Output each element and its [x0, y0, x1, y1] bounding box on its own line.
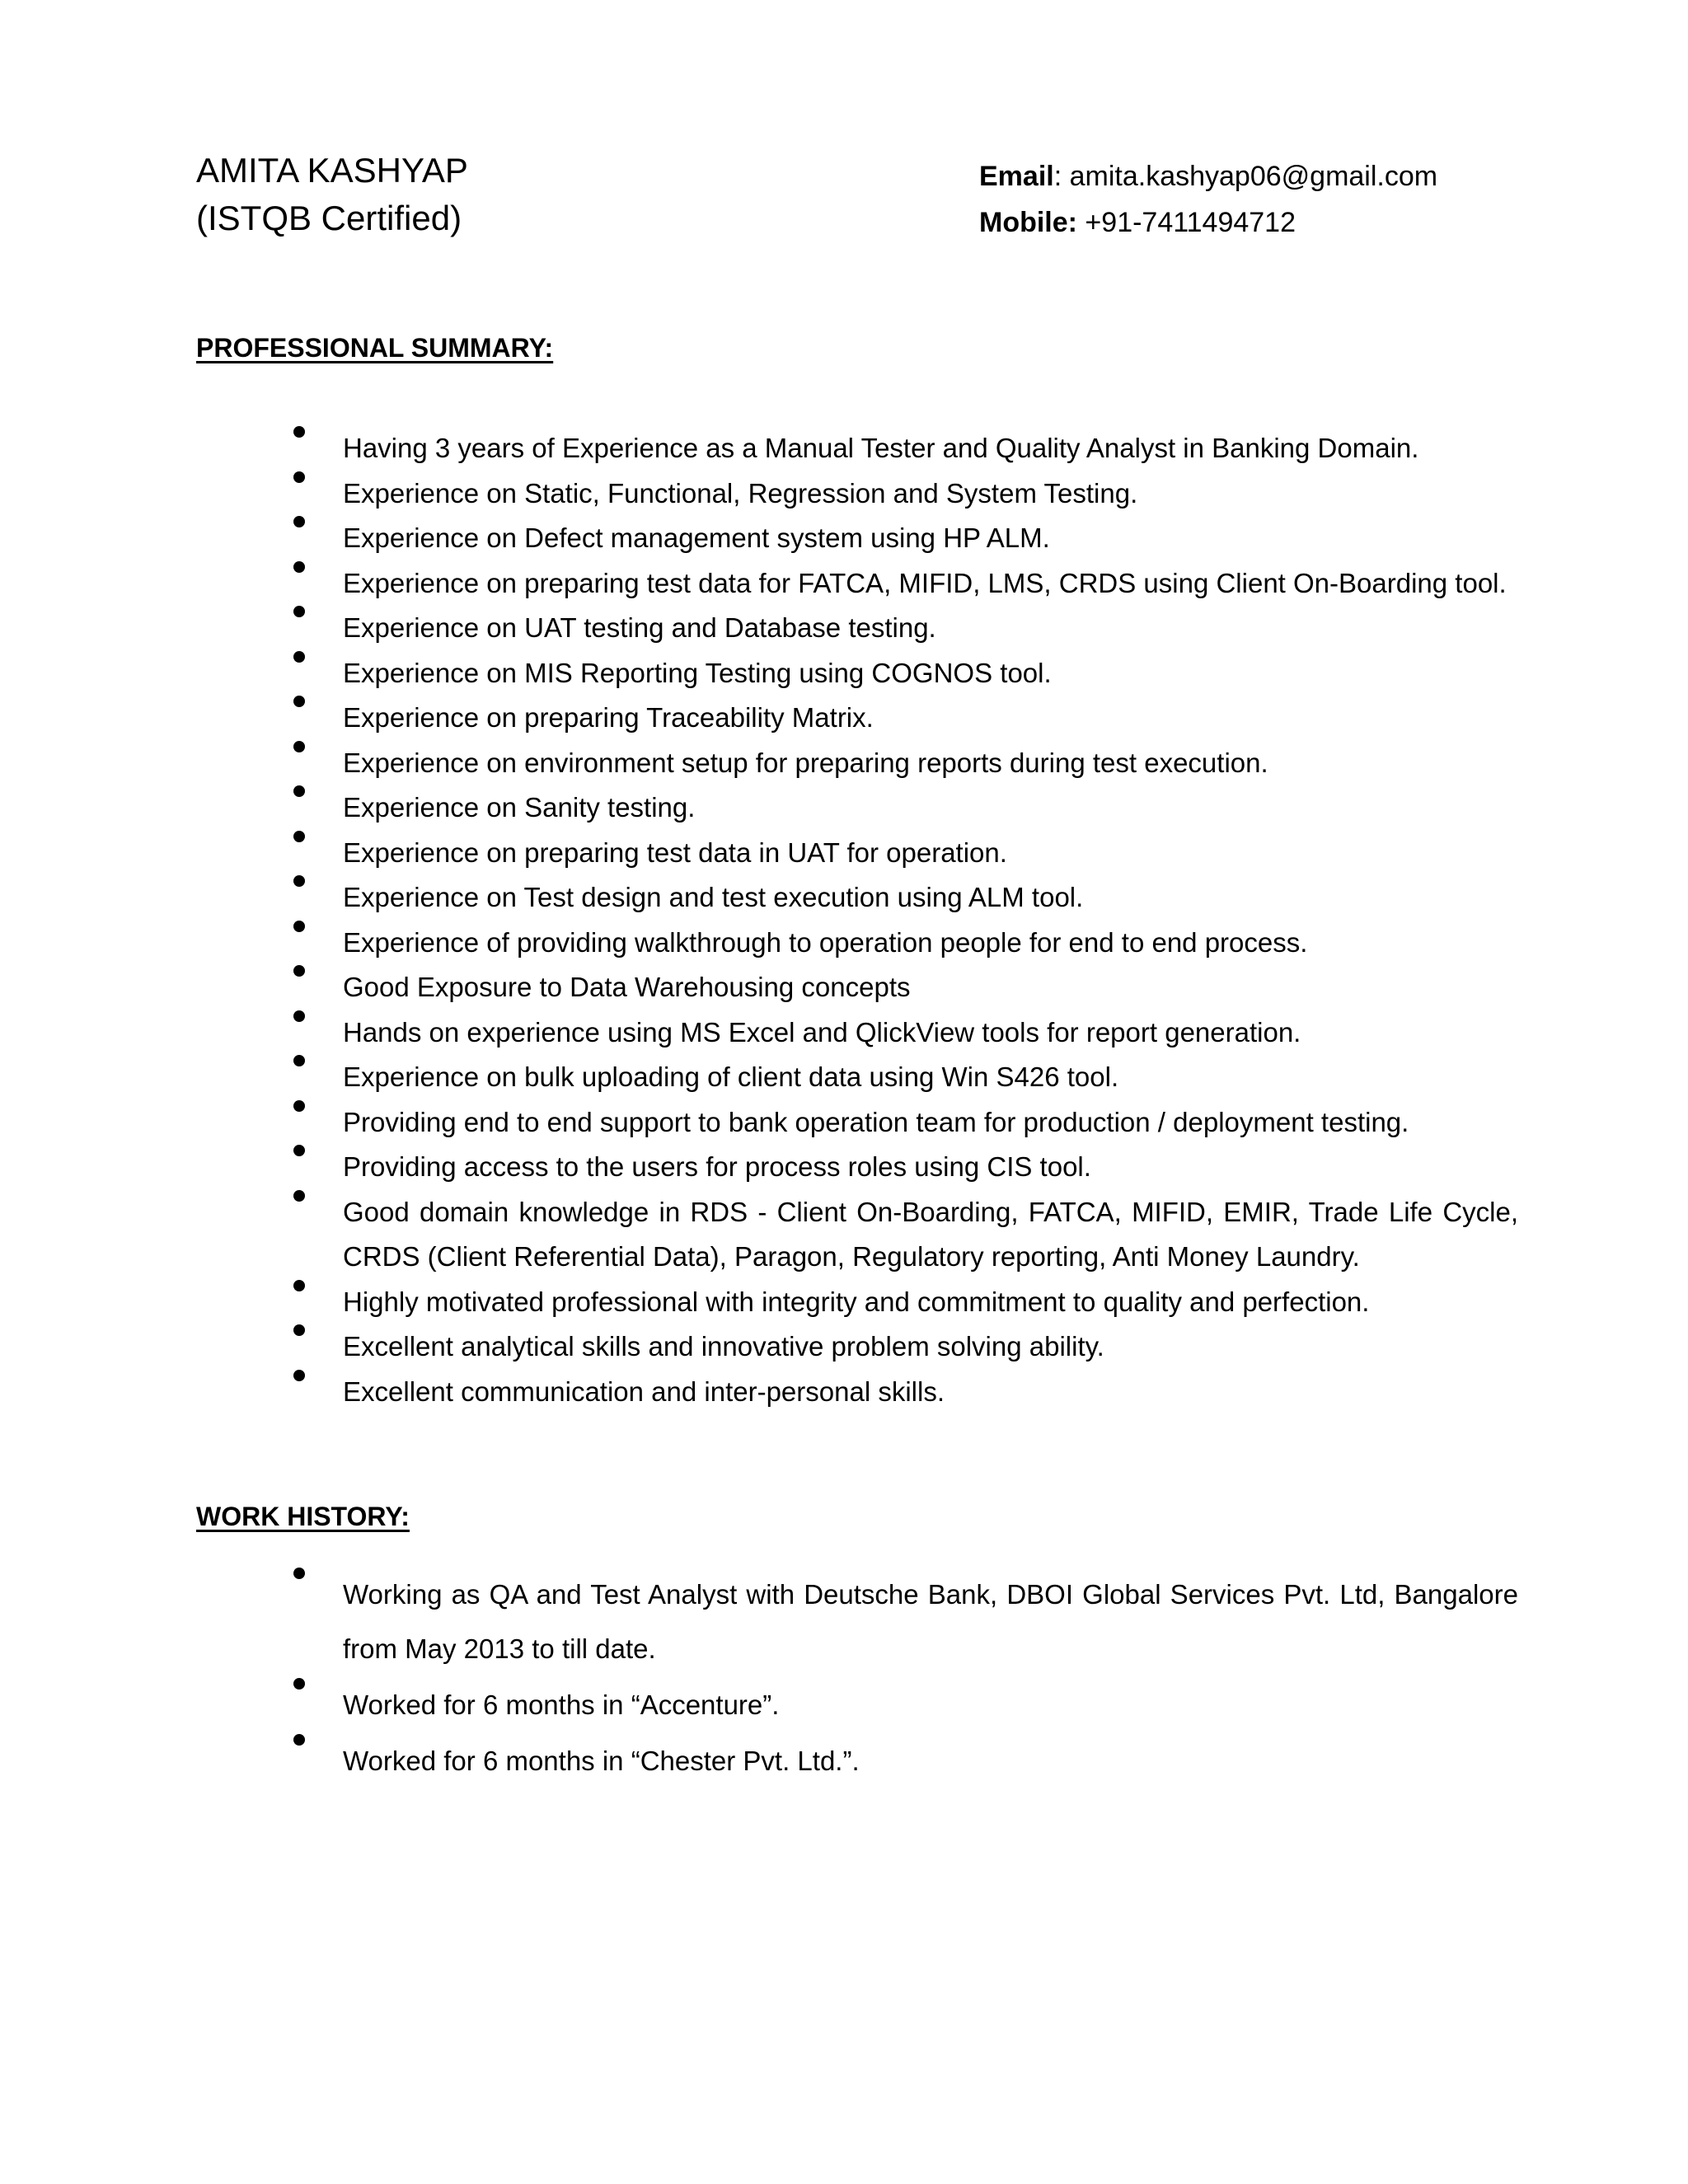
mobile-value: +91-7411494712 — [1076, 207, 1296, 238]
bullet-icon — [293, 471, 305, 483]
list-item: Experience on UAT testing and Database testing. — [290, 606, 1518, 651]
bullet-icon — [293, 606, 305, 617]
list-item: Experience on Sanity testing. — [290, 785, 1518, 831]
list-item: Excellent communication and inter-personal skills. — [290, 1370, 1518, 1415]
work-history-heading: WORK HISTORY: — [196, 1502, 410, 1531]
bullet-icon — [293, 1010, 305, 1022]
list-item: Excellent analytical skills and innovative problem solving ability. — [290, 1324, 1518, 1370]
certification: (ISTQB Certified) — [196, 199, 462, 237]
bullet-icon — [293, 651, 305, 663]
bullet-icon — [293, 1734, 305, 1746]
mobile-line — [979, 199, 1437, 246]
bullet-icon — [293, 1568, 305, 1579]
list-item: Experience on environment setup for preparing reports during test execution. — [290, 741, 1518, 786]
bullet-icon — [293, 561, 305, 573]
list-item: Experience of providing walkthrough to operation people for end to end process. — [290, 921, 1518, 966]
bullet-icon — [293, 516, 305, 527]
list-item: Working as QA and Test Analyst with Deutsche Bank, DBOI Global Services Pvt. Ltd, Bangalore from May 2013 to till date. — [290, 1568, 1518, 1676]
list-item: Hands on experience using MS Excel and QlickView tools for report generation. — [290, 1010, 1518, 1056]
list-item: Good domain knowledge in RDS - Client On-Boarding, FATCA, MIFID, EMIR, Trade Life Cycle, CRDS (Client Referential Data), Paragon, Regulatory reporting, Anti Money Laundry. — [290, 1190, 1518, 1280]
bullet-icon — [293, 831, 305, 842]
name-block — [196, 147, 468, 242]
mobile-label: Mobile: — [979, 207, 1077, 238]
bullet-icon — [293, 875, 305, 887]
bullet-icon — [293, 1190, 305, 1202]
list-item: Good Exposure to Data Warehousing concepts — [290, 965, 1518, 1010]
bullet-icon — [293, 1100, 305, 1112]
bullet-icon — [293, 785, 305, 797]
bullet-icon — [293, 696, 305, 707]
list-item: Experience on Static, Functional, Regression and System Testing. — [290, 471, 1518, 517]
list-item: Worked for 6 months in “Chester Pvt. Ltd.”. — [290, 1734, 1518, 1788]
email-value: : amita.kashyap06@gmail.com — [1053, 161, 1438, 192]
professional-summary-heading: PROFESSIONAL SUMMARY: — [196, 333, 554, 363]
list-item: Worked for 6 months in “Accenture”. — [290, 1678, 1518, 1732]
contact-block — [979, 153, 1437, 246]
bullet-icon — [293, 1678, 305, 1690]
summary-list — [290, 426, 1518, 1414]
list-item: Providing end to end support to bank operation team for production / deployment testing. — [290, 1100, 1518, 1146]
bullet-icon — [293, 1324, 305, 1336]
list-item: Experience on bulk uploading of client data using Win S426 tool. — [290, 1055, 1518, 1100]
bullet-icon — [293, 741, 305, 752]
bullet-icon — [293, 1055, 305, 1066]
email-label: Email — [979, 161, 1054, 192]
list-item: Experience on Defect management system using HP ALM. — [290, 516, 1518, 561]
list-item: Highly motivated professional with integrity and commitment to quality and perfection. — [290, 1280, 1518, 1325]
bullet-icon — [293, 965, 305, 977]
list-item: Experience on preparing test data for FATCA, MIFID, LMS, CRDS using Client On-Boarding tool. — [290, 561, 1518, 607]
bullet-icon — [293, 1145, 305, 1156]
work-history-list — [290, 1568, 1518, 1790]
candidate-name: AMITA KASHYAP — [196, 151, 468, 190]
bullet-icon — [293, 921, 305, 932]
list-item: Experience on MIS Reporting Testing using COGNOS tool. — [290, 651, 1518, 696]
list-item: Experience on preparing test data in UAT for operation. — [290, 831, 1518, 876]
bullet-icon — [293, 426, 305, 438]
bullet-icon — [293, 1370, 305, 1381]
list-item: Providing access to the users for process roles using CIS tool. — [290, 1145, 1518, 1190]
list-item: Experience on preparing Traceability Matrix. — [290, 696, 1518, 741]
list-item: Having 3 years of Experience as a Manual Tester and Quality Analyst in Banking Domain. — [290, 426, 1518, 471]
email-line — [979, 153, 1437, 199]
bullet-icon — [293, 1280, 305, 1291]
list-item: Experience on Test design and test execution using ALM tool. — [290, 875, 1518, 921]
